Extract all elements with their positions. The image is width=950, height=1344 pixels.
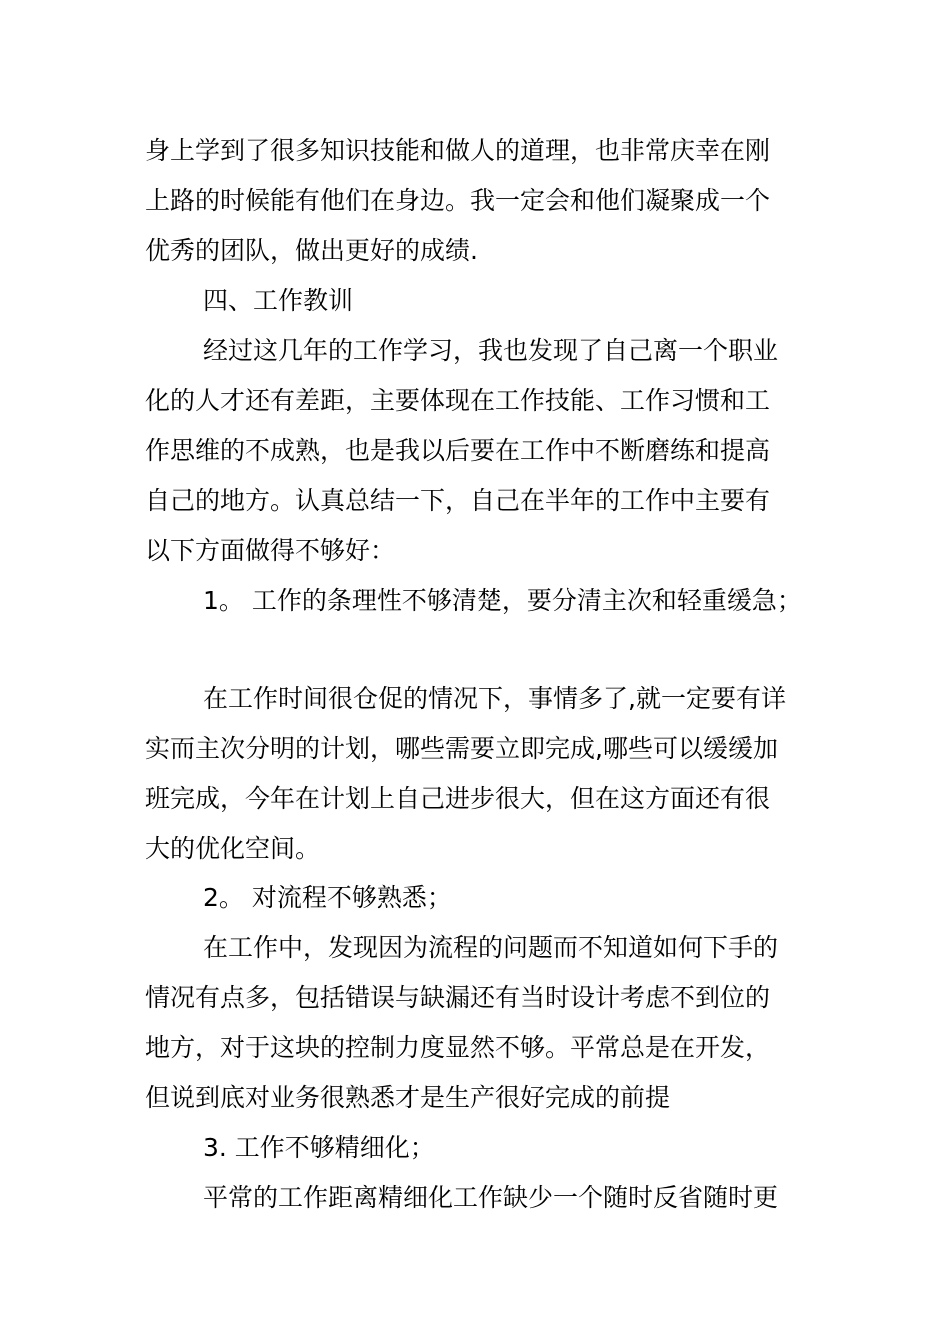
paragraph-line: 优秀的团队，做出更好的成绩. bbox=[145, 236, 478, 265]
paragraph-line: 化的人才还有差距，主要体现在工作技能、工作习惯和工 bbox=[145, 386, 771, 415]
list-item: 1。 工作的条理性不够清楚，要分清主次和轻重缓急； bbox=[203, 586, 802, 615]
paragraph-line: 大的优化空间。 bbox=[145, 834, 321, 863]
section-heading: 四、工作教训 bbox=[203, 286, 354, 315]
list-item: 3. 工作不够精细化； bbox=[203, 1133, 435, 1162]
paragraph-line: 身上学到了很多知识技能和做人的道理，也非常庆幸在刚 bbox=[145, 136, 771, 165]
list-item: 2。 对流程不够熟悉； bbox=[203, 883, 452, 912]
paragraph-line: 以下方面做得不够好： bbox=[145, 536, 396, 565]
paragraph-line: 班完成，今年在计划上自己进步很大，但在这方面还有很 bbox=[145, 784, 771, 813]
paragraph-line: 上路的时候能有他们在身边。我一定会和他们凝聚成一个 bbox=[145, 186, 771, 215]
paragraph-line: 情况有点多，包括错误与缺漏还有当时设计考虑不到位的 bbox=[145, 983, 771, 1012]
paragraph-line: 自己的地方。认真总结一下，自己在半年的工作中主要有 bbox=[145, 486, 771, 515]
paragraph-line: 在工作中，发现因为流程的问题而不知道如何下手的 bbox=[203, 933, 779, 962]
paragraph-line: 实而主次分明的计划，哪些需要立即完成,哪些可以缓缓加 bbox=[145, 734, 778, 763]
paragraph-line: 作思维的不成熟，也是我以后要在工作中不断磨练和提高 bbox=[145, 436, 771, 465]
paragraph-line: 经过这几年的工作学习，我也发现了自己离一个职业 bbox=[203, 336, 779, 365]
paragraph-line: 地方，对于这块的控制力度显然不够。平常总是在开发， bbox=[145, 1033, 771, 1062]
paragraph-line: 平常的工作距离精细化工作缺少一个随时反省随时更 bbox=[203, 1183, 779, 1212]
paragraph-line: 在工作时间很仓促的情况下，事情多了,就一定要有详 bbox=[203, 684, 786, 713]
paragraph-line: 但说到底对业务很熟悉才是生产很好完成的前提 bbox=[145, 1083, 671, 1112]
